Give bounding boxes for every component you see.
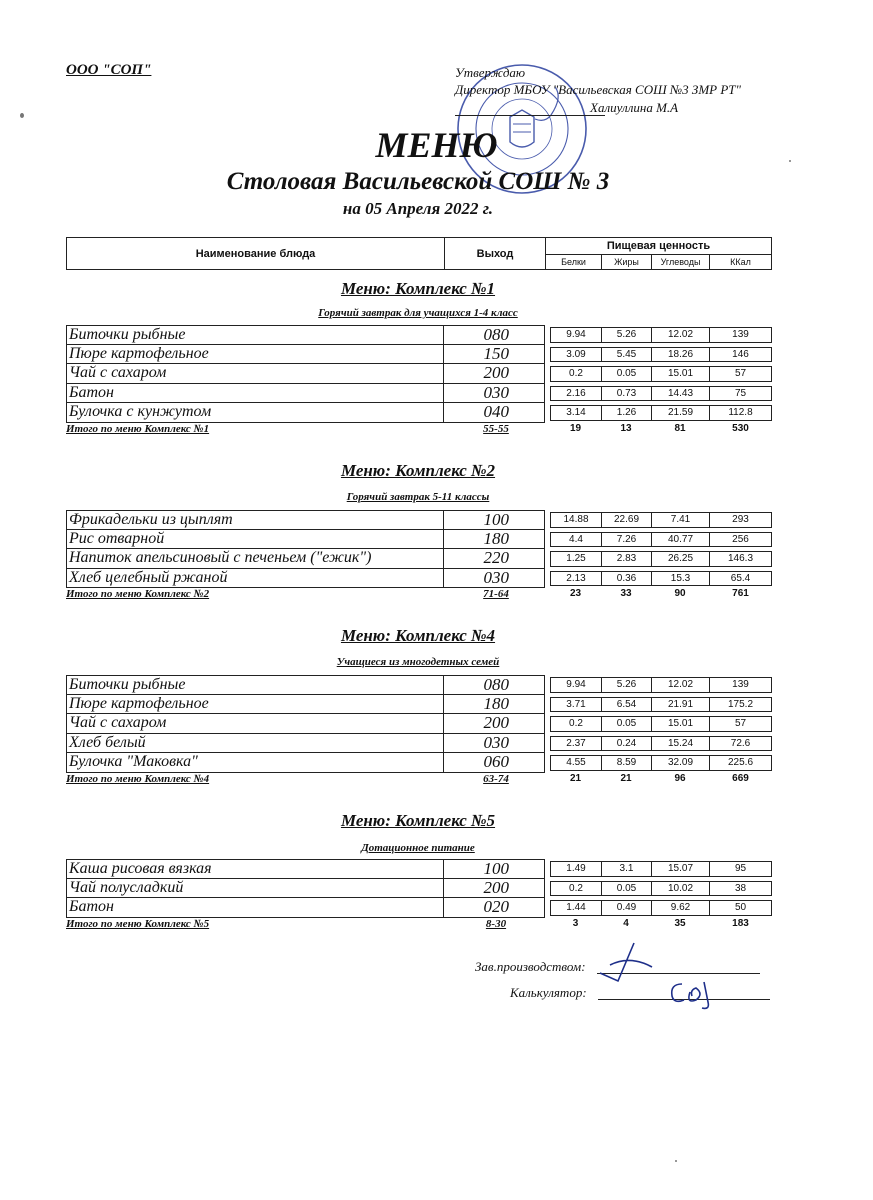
section-title: Меню: Комплекс №5 (340, 811, 496, 830)
total-fat: 21 (620, 772, 632, 784)
table-row (66, 510, 772, 530)
dish-fat: 22.69 (601, 512, 651, 528)
dish-yield: 200 (444, 364, 545, 384)
menu-date: на 05 Апреля 2022 г. (342, 199, 494, 218)
dish-kcal: 256 (709, 532, 772, 548)
total-carbs: 90 (674, 588, 686, 600)
dish-name: Чай полусладкий (66, 879, 444, 899)
table-row (66, 325, 772, 345)
dish-name: Каша рисовая вязкая (66, 859, 444, 879)
total-fat: 4 (623, 917, 629, 929)
header-carbs: Углеводы (652, 255, 710, 269)
table-row (66, 675, 772, 695)
table-row (66, 403, 772, 423)
total-row (66, 588, 772, 604)
dish-protein: 3.71 (550, 697, 601, 713)
total-row (66, 918, 772, 934)
table-row (66, 569, 772, 589)
dish-kcal: 146.3 (709, 551, 772, 567)
total-protein: 19 (569, 422, 582, 434)
dish-carbs: 15.24 (651, 736, 709, 752)
header-dish-name: Наименование блюда (67, 238, 445, 269)
menu-table (66, 859, 772, 934)
dish-protein: 3.14 (550, 405, 601, 421)
dish-fat: 0.36 (601, 571, 651, 587)
table-row (66, 549, 772, 569)
dish-protein: 1.25 (550, 551, 601, 567)
section-title: Меню: Комплекс №1 (340, 279, 496, 298)
dish-yield: 030 (444, 569, 545, 589)
dish-name: Напиток апельсиновый с печеньем ("ежик") (66, 549, 444, 569)
dish-yield: 180 (444, 530, 545, 550)
approval-signature-line (455, 115, 605, 116)
dish-yield: 080 (444, 325, 545, 345)
dish-name: Булочка с кунжутом (66, 403, 444, 423)
header-protein: Белки (546, 255, 602, 269)
dish-carbs: 7.41 (651, 512, 709, 528)
menu-table (66, 675, 772, 789)
dish-carbs: 26.25 (651, 551, 709, 567)
total-kcal: 530 (732, 422, 749, 434)
approval-director: Директор МБОУ "Васильевская СОШ №3 ЗМР РТ" (455, 82, 741, 97)
dish-fat: 8.59 (601, 755, 651, 771)
dish-fat: 1.26 (601, 405, 651, 421)
dish-yield: 030 (444, 384, 545, 404)
dish-kcal: 139 (709, 677, 772, 693)
total-carbs: 35 (674, 917, 686, 929)
total-label: Итого по меню Комплекс №5 (66, 917, 210, 930)
dish-carbs: 40.77 (651, 532, 709, 548)
table-header (66, 237, 772, 270)
page-title: МЕНЮ (375, 125, 498, 165)
total-yield: 71-64 (483, 588, 509, 601)
dish-yield: 200 (444, 879, 545, 899)
scan-speck (20, 113, 24, 118)
total-yield: 63-74 (483, 772, 509, 785)
approval-label: Утверждаю (455, 65, 526, 80)
dish-fat: 0.73 (601, 386, 651, 402)
dish-fat: 3.1 (601, 861, 651, 877)
dish-name: Батон (66, 898, 444, 918)
production-signature (590, 935, 670, 985)
dish-yield: 200 (444, 714, 545, 734)
scan-speck (675, 1160, 677, 1162)
dish-fat: 0.05 (601, 366, 651, 382)
section-subtitle: Дотационное питание (361, 842, 475, 854)
dish-yield: 100 (444, 510, 545, 530)
total-row (66, 423, 772, 439)
approval-signatory: Халиуллина М.А (590, 100, 679, 115)
dish-kcal: 225.6 (709, 755, 772, 771)
dish-kcal: 72.6 (709, 736, 772, 752)
dish-protein: 0.2 (550, 881, 601, 897)
dish-name: Биточки рыбные (66, 675, 444, 695)
total-fat: 13 (620, 422, 632, 434)
dish-yield: 100 (444, 859, 545, 879)
table-row (66, 753, 772, 773)
table-row (66, 879, 772, 899)
dish-carbs: 10.02 (651, 881, 709, 897)
production-manager-label: Зав.производством: (475, 959, 586, 974)
dish-kcal: 112.8 (709, 405, 772, 421)
total-carbs: 81 (674, 422, 686, 434)
dish-protein: 2.16 (550, 386, 601, 402)
dish-protein: 0.2 (550, 366, 601, 382)
dish-name: Биточки рыбные (66, 325, 444, 345)
section-title: Меню: Комплекс №2 (340, 461, 496, 480)
dish-kcal: 95 (709, 861, 772, 877)
dish-fat: 7.26 (601, 532, 651, 548)
dish-carbs: 15.3 (651, 571, 709, 587)
section-subtitle: Горячий завтрак для учащихся 1-4 класс (318, 307, 518, 319)
scan-speck (789, 160, 791, 162)
dish-fat: 0.49 (601, 900, 651, 916)
total-protein: 23 (569, 588, 582, 600)
calculator-signature (664, 970, 724, 1014)
total-protein: 3 (572, 917, 579, 929)
menu-table (66, 510, 772, 604)
header-nutrition: Пищевая ценность (546, 238, 771, 255)
table-row (66, 714, 772, 734)
total-fat: 33 (620, 588, 632, 600)
dish-kcal: 57 (709, 716, 772, 732)
total-label: Итого по меню Комплекс №4 (66, 772, 210, 785)
dish-fat: 0.05 (601, 716, 651, 732)
dish-yield: 060 (444, 753, 545, 773)
dish-protein: 1.49 (550, 861, 601, 877)
dish-carbs: 18.26 (651, 347, 709, 363)
table-row (66, 695, 772, 715)
dish-protein: 1.44 (550, 900, 601, 916)
section-subtitle: Учащиеся из многодетных семей (336, 656, 500, 668)
total-protein: 21 (569, 772, 582, 784)
dish-kcal: 57 (709, 366, 772, 382)
total-yield: 8-30 (485, 917, 507, 930)
dish-yield: 180 (444, 695, 545, 715)
dish-name: Чай с сахаром (66, 714, 444, 734)
dish-carbs: 21.91 (651, 697, 709, 713)
dish-protein: 3.09 (550, 347, 601, 363)
total-carbs: 96 (674, 772, 686, 784)
dish-name: Чай с сахаром (66, 364, 444, 384)
dish-yield: 080 (444, 675, 545, 695)
total-kcal: 183 (732, 917, 749, 929)
dish-kcal: 293 (709, 512, 772, 528)
dish-yield: 040 (444, 403, 545, 423)
dish-yield: 150 (444, 345, 545, 365)
total-yield: 55-55 (483, 422, 509, 435)
dish-name: Рис отварной (66, 530, 444, 550)
dish-kcal: 75 (709, 386, 772, 402)
header-fat: Жиры (602, 255, 652, 269)
dish-kcal: 50 (709, 900, 772, 916)
dish-protein: 4.4 (550, 532, 601, 548)
table-row (66, 859, 772, 879)
dish-fat: 5.26 (601, 677, 651, 693)
dish-fat: 6.54 (601, 697, 651, 713)
dish-fat: 0.05 (601, 881, 651, 897)
dish-kcal: 139 (709, 327, 772, 343)
dish-fat: 2.83 (601, 551, 651, 567)
section-title: Меню: Комплекс №4 (340, 626, 496, 645)
dish-protein: 4.55 (550, 755, 601, 771)
dish-name: Хлеб белый (66, 734, 444, 754)
dish-name: Фрикадельки из цыплят (66, 510, 444, 530)
dish-carbs: 12.02 (651, 677, 709, 693)
dish-name: Пюре картофельное (66, 695, 444, 715)
total-label: Итого по меню Комплекс №1 (66, 422, 210, 435)
dish-yield: 020 (444, 898, 545, 918)
organization-name: ООО "СОП" (66, 62, 152, 78)
dish-name: Пюре картофельное (66, 345, 444, 365)
table-row (66, 530, 772, 550)
dish-carbs: 9.62 (651, 900, 709, 916)
menu-table (66, 325, 772, 439)
dish-yield: 030 (444, 734, 545, 754)
dish-name: Булочка "Маковка" (66, 753, 444, 773)
header-kcal: ККал (730, 257, 751, 267)
dish-kcal: 65.4 (709, 571, 772, 587)
table-row (66, 898, 772, 918)
dish-carbs: 32.09 (651, 755, 709, 771)
section-subtitle: Горячий завтрак 5-11 классы (346, 491, 490, 503)
table-row (66, 384, 772, 404)
dish-carbs: 15.01 (651, 366, 709, 382)
dish-name: Хлеб целебный ржаной (66, 569, 444, 589)
total-label: Итого по меню Комплекс №2 (66, 588, 210, 601)
table-row (66, 734, 772, 754)
dish-protein: 9.94 (550, 677, 601, 693)
total-kcal: 669 (732, 772, 749, 784)
table-row (66, 345, 772, 365)
dish-kcal: 146 (709, 347, 772, 363)
dish-carbs: 15.01 (651, 716, 709, 732)
dish-protein: 2.37 (550, 736, 601, 752)
dish-protein: 14.88 (550, 512, 601, 528)
page-subtitle: Столовая Васильевской СОШ № 3 (226, 168, 610, 195)
dish-protein: 2.13 (550, 571, 601, 587)
dish-carbs: 15.07 (651, 861, 709, 877)
dish-kcal: 175.2 (709, 697, 772, 713)
dish-protein: 9.94 (550, 327, 601, 343)
dish-carbs: 14.43 (651, 386, 709, 402)
dish-fat: 5.45 (601, 347, 651, 363)
calculator-label: Калькулятор: (510, 985, 587, 1000)
total-row (66, 773, 772, 789)
dish-fat: 5.26 (601, 327, 651, 343)
dish-carbs: 21.59 (651, 405, 709, 421)
dish-protein: 0.2 (550, 716, 601, 732)
dish-carbs: 12.02 (651, 327, 709, 343)
header-yield: Выход (445, 238, 546, 269)
dish-yield: 220 (444, 549, 545, 569)
table-row (66, 364, 772, 384)
total-kcal: 761 (732, 588, 749, 600)
dish-kcal: 38 (709, 881, 772, 897)
dish-fat: 0.24 (601, 736, 651, 752)
dish-name: Батон (66, 384, 444, 404)
